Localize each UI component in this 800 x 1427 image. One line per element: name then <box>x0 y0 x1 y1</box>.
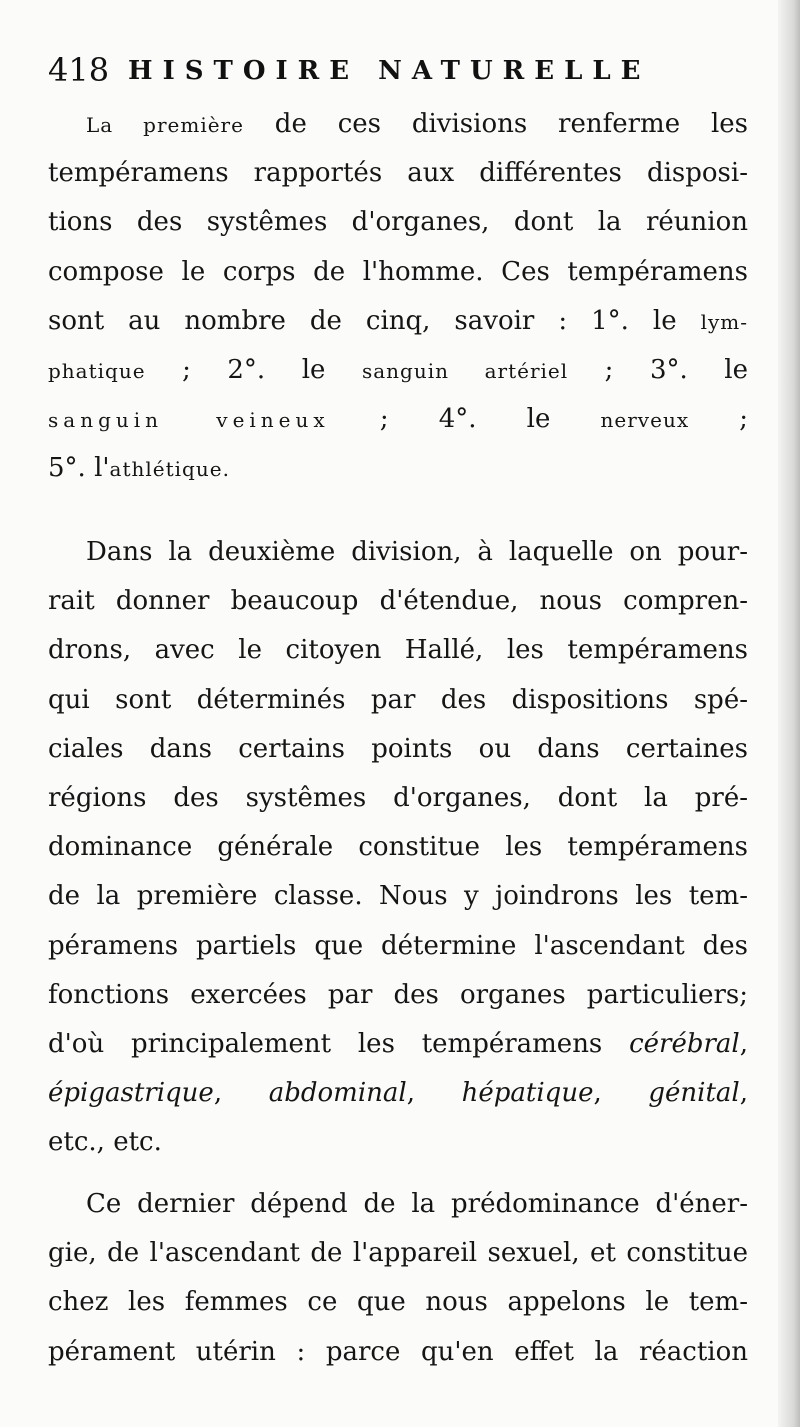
text-line <box>48 297 748 346</box>
italic-text: épigastrique <box>48 1078 214 1109</box>
small-caps-text: lym- <box>700 309 748 334</box>
text-line <box>48 1020 748 1069</box>
page-number: 418 <box>48 51 110 89</box>
page-gutter-shadow <box>778 0 800 1427</box>
paragraph-first-division <box>48 100 748 494</box>
text-line: ciales dans certains points ou dans certaines <box>48 733 748 764</box>
text-line: fonctions exercées par des organes particuliers; <box>48 979 748 1010</box>
text-line: chez les femmes ce que nous appelons le tem- <box>48 1287 748 1318</box>
text-run: , <box>213 1078 269 1109</box>
small-caps-text: phatique <box>48 358 146 383</box>
italic-text: génital <box>648 1078 740 1109</box>
text-run: de ces divisions renferme les <box>243 109 749 139</box>
text-line: Dans la deuxième division, à laquelle on pour- <box>86 537 748 567</box>
text-line <box>48 395 748 444</box>
small-caps-text: athlétique. <box>109 457 230 482</box>
small-caps-text: sanguin artériel <box>361 358 569 383</box>
text-line: compose le corps de l'homme. Ces tempéramens <box>48 256 748 287</box>
text-run: sont au nombre de cinq, savoir : 1°. le <box>48 305 701 336</box>
text-line: péramens partiels que détermine l'ascendant des <box>48 930 748 961</box>
italic-text: hépatique <box>461 1078 594 1109</box>
text-line: pérament utérin : parce qu'en effet la réaction <box>48 1336 748 1367</box>
text-run: , <box>593 1078 649 1109</box>
text-run: ; 4°. le <box>329 404 601 435</box>
text-line: dominance générale constitue les tempéramens <box>48 832 748 863</box>
text-run: 5°. l' <box>48 453 110 484</box>
paragraph-uterine-temperament <box>48 1180 748 1377</box>
text-run: ; <box>689 404 749 435</box>
italic-text: abdominal <box>268 1078 407 1109</box>
text-line <box>48 1069 748 1118</box>
small-caps-text: La première <box>86 113 244 137</box>
text-line: gie, de l'ascendant de l'appareil sexuel, et constitue <box>48 1238 748 1269</box>
text-run: , <box>739 1028 748 1059</box>
text-line: qui sont déterminés par des dispositions spé- <box>48 684 748 715</box>
text-line: drons, avec le citoyen Hallé, les tempéramens <box>48 635 748 666</box>
italic-text: cérébral <box>629 1028 740 1059</box>
text-line <box>48 444 748 493</box>
text-run: ; 3°. le <box>568 354 749 385</box>
text-line: régions des systêmes d'organes, dont la pré- <box>48 782 748 813</box>
text-line <box>48 100 748 149</box>
running-header <box>48 44 748 92</box>
paragraph-second-division <box>48 528 748 1167</box>
text-line: etc., etc. <box>48 1127 162 1158</box>
text-line: de la première classe. Nous y joindrons les tem- <box>48 881 748 912</box>
text-line: tions des systêmes d'organes, dont la réunion <box>48 207 748 238</box>
text-line <box>48 346 748 395</box>
text-line: rait donner beaucoup d'étendue, nous compren- <box>48 586 748 617</box>
text-run: ; 2°. le <box>145 354 362 385</box>
text-line: tempéramens rapportés aux différentes disposi- <box>48 158 748 189</box>
running-title: HISTOIRE NATURELLE <box>128 56 651 86</box>
small-caps-text: sanguin veineux <box>48 408 330 433</box>
text-line: Ce dernier dépend de la prédominance d'éner- <box>86 1189 748 1219</box>
small-caps-text: nerveux <box>600 408 690 433</box>
text-run: , <box>739 1078 749 1109</box>
text-run: , <box>406 1078 462 1109</box>
text-run: d'où principalement les tempéramens <box>48 1028 630 1059</box>
